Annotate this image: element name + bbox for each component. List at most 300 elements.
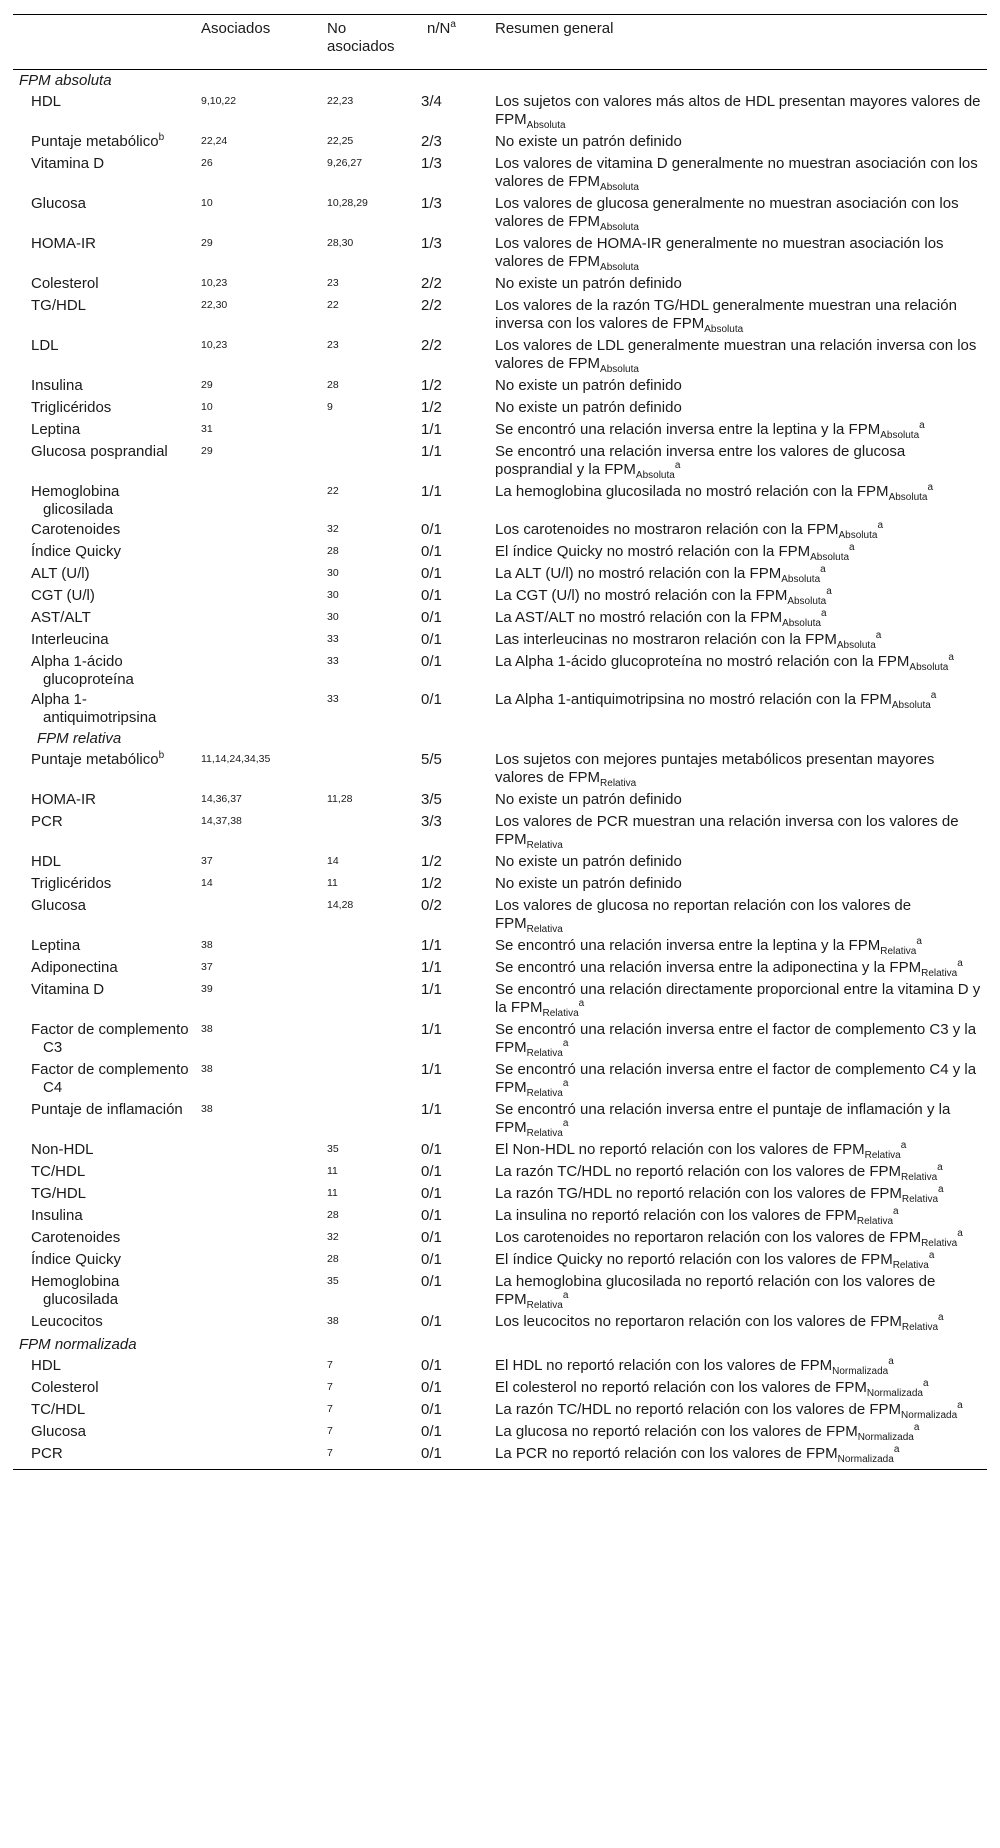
summary-text: Se encontró una relación inversa entre la adiponectina y la FPM	[495, 959, 922, 976]
row-ratio: 3/4	[421, 93, 442, 110]
row-resumen	[489, 336, 987, 376]
table-row	[13, 608, 987, 630]
row-ratio: 0/1	[421, 609, 442, 626]
row-asociados: 11,14,24,34,35	[201, 753, 271, 765]
summary-text: Los sujetos con valores más altos de HDL presentan mayores valores de FPM	[495, 93, 981, 128]
variable-name: Alpha 1-antiquimotripsina	[31, 691, 157, 726]
row-asociados: 10,23	[201, 339, 228, 351]
summary-text: El HDL no reportó relación con los valores de FPM	[495, 1357, 833, 1374]
header-ratio: $n/N^a$	[421, 15, 489, 70]
summary-text: Se encontró una relación inversa entre los valores de glucosa posprandial y la FPM	[495, 443, 906, 478]
row-resumen	[489, 398, 987, 420]
row-resumen	[489, 608, 987, 630]
row-variable	[13, 958, 195, 980]
row-variable	[13, 442, 195, 482]
row-variable	[13, 296, 195, 336]
row-no-asociados: 7	[327, 1381, 333, 1393]
row-variable	[13, 874, 195, 896]
summary-subscript: Relativa	[526, 1048, 563, 1059]
summary-subscript: Absoluta	[600, 262, 639, 273]
row-asociados: 14,36,37	[201, 793, 242, 805]
row-variable	[13, 376, 195, 398]
table-row	[13, 194, 987, 234]
summary-subscript: Relativa	[526, 840, 563, 851]
variable-name: Glucosa	[31, 897, 87, 914]
row-no-asociados: 33	[327, 633, 339, 645]
table-row	[13, 1060, 987, 1100]
variable-name: HDL	[31, 1357, 62, 1374]
header-asociados: Asociados	[195, 15, 321, 70]
row-asociados: 37	[201, 961, 213, 973]
table-body	[13, 70, 987, 1470]
row-resumen	[489, 1422, 987, 1444]
variable-name: Carotenoides	[31, 521, 121, 538]
summary-text: No existe un patrón definido	[495, 275, 682, 292]
variable-name: PCR	[31, 813, 63, 830]
summary-text: Los sujetos con mejores puntajes metabólicos presentan mayores valores de FPM	[495, 751, 935, 786]
footnote-marker: a	[578, 998, 585, 1009]
row-asociados	[195, 1184, 321, 1206]
variable-name: Vitamina D	[31, 981, 105, 998]
summary-text: Los valores de la razón TG/HDL generalmente muestran una relación inversa con los valores de FPM	[495, 297, 957, 332]
header-no-asociados: No asociados	[321, 15, 421, 70]
summary-subscript: Relativa	[526, 1088, 563, 1099]
row-resumen	[489, 1356, 987, 1378]
table-row	[13, 1184, 987, 1206]
summary-subscript: Absoluta	[635, 470, 675, 481]
row-asociados	[195, 1206, 321, 1228]
footnote-marker: a	[938, 1184, 944, 1195]
row-asociados: 10,23	[201, 277, 228, 289]
summary-text: Los carotenoides no reportaron relación con los valores de FPM	[495, 1229, 922, 1246]
row-variable	[13, 812, 195, 852]
table-row	[13, 1228, 987, 1250]
row-no-asociados: 14	[327, 855, 339, 867]
row-variable	[13, 1400, 195, 1422]
row-no-asociados: 11,28	[327, 793, 353, 805]
summary-text: Los valores de LDL generalmente muestran una relación inversa con los valores de FPM	[495, 337, 977, 372]
summary-subscript: Relativa	[901, 1194, 939, 1205]
summary-subscript: Relativa	[921, 1238, 958, 1249]
row-resumen	[489, 542, 987, 564]
row-asociados: 9,10,22	[201, 95, 237, 107]
variable-name: Leptina	[31, 421, 81, 438]
summary-text: Los leucocitos no reportaron relación con los valores de FPM	[495, 1313, 902, 1330]
row-ratio: 0/1	[421, 1251, 442, 1268]
variable-name: Glucosa	[31, 1423, 87, 1440]
summary-subscript: Absoluta	[810, 552, 850, 563]
table-row	[13, 92, 987, 132]
summary-text: Se encontró una relación inversa entre el factor de complemento C3 y la FPM	[495, 1021, 977, 1056]
row-resumen	[489, 234, 987, 274]
variable-name: Leucocitos	[31, 1313, 103, 1330]
summary-subscript: Relativa	[864, 1150, 901, 1161]
row-resumen	[489, 1228, 987, 1250]
table-row	[13, 1020, 987, 1060]
summary-text: La razón TC/HDL no reportó relación con los valores de FPM	[495, 1163, 902, 1180]
row-ratio: 5/5	[421, 751, 442, 768]
row-variable	[13, 336, 195, 376]
row-ratio: 1/1	[421, 981, 442, 998]
row-resumen	[489, 852, 987, 874]
row-no-asociados	[321, 1060, 421, 1100]
summary-text: El Non-HDL no reportó relación con los valores de FPM	[495, 1141, 865, 1158]
summary-subscript: Absoluta	[600, 182, 639, 193]
table-row	[13, 812, 987, 852]
row-ratio: 0/1	[421, 653, 442, 670]
table-row	[13, 652, 987, 690]
summary-text: Los valores de PCR muestran una relación inversa con los valores de FPM	[495, 813, 959, 848]
row-resumen	[489, 482, 987, 520]
row-no-asociados: 9,26,27	[327, 157, 363, 169]
variable-name: HDL	[31, 853, 62, 870]
row-resumen	[489, 92, 987, 132]
row-resumen	[489, 1250, 987, 1272]
row-no-asociados: 35	[327, 1275, 339, 1287]
footnote-marker: a	[562, 1290, 569, 1301]
row-no-asociados	[321, 420, 421, 442]
row-variable	[13, 980, 195, 1020]
summary-subscript: Absoluta	[880, 430, 920, 441]
table-row	[13, 1444, 987, 1470]
footnote-marker: a	[562, 1038, 569, 1049]
row-ratio: 1/1	[421, 483, 442, 500]
variable-name: TC/HDL	[31, 1163, 86, 1180]
row-no-asociados	[321, 812, 421, 852]
variable-name: Alpha 1-ácido glucoproteína	[31, 653, 134, 688]
row-asociados: 26	[201, 157, 213, 169]
table-row	[13, 630, 987, 652]
summary-text: No existe un patrón definido	[495, 377, 682, 394]
row-no-asociados: 28	[327, 379, 339, 391]
summary-text: Se encontró una relación directamente proporcional entre la vitamina D y la FPM	[495, 981, 981, 1016]
footnote-marker: a	[948, 652, 954, 663]
table-header	[13, 15, 987, 70]
row-variable	[13, 274, 195, 296]
row-no-asociados: 28,30	[327, 237, 354, 249]
row-ratio: 0/1	[421, 1313, 442, 1330]
row-resumen	[489, 564, 987, 586]
row-asociados	[195, 690, 321, 728]
table-row	[13, 542, 987, 564]
row-asociados: 38	[201, 939, 213, 951]
variable-name: HDL	[31, 93, 62, 110]
row-ratio: 1/1	[421, 1061, 442, 1078]
table-row	[13, 874, 987, 896]
section-title: FPM absoluta	[19, 72, 112, 89]
row-no-asociados: 11	[327, 1187, 338, 1199]
row-variable	[13, 896, 195, 936]
table-row	[13, 1356, 987, 1378]
summary-text: Se encontró una relación inversa entre la leptina y la FPM	[495, 937, 881, 954]
table-row	[13, 1140, 987, 1162]
table-row	[13, 376, 987, 398]
variable-name: Interleucina	[31, 631, 109, 648]
row-ratio: 0/1	[421, 1229, 442, 1246]
row-variable	[13, 482, 195, 520]
summary-subscript: Absoluta	[781, 574, 821, 585]
section-header-absoluta	[13, 70, 987, 93]
row-no-asociados: 38	[327, 1315, 339, 1327]
summary-text: La AST/ALT no mostró relación con la FPM	[495, 609, 783, 626]
row-resumen	[489, 194, 987, 234]
footnote-marker: a	[877, 520, 883, 531]
row-asociados: 38	[201, 1023, 213, 1035]
row-no-asociados: 10,28,29	[327, 197, 368, 209]
table-row	[13, 482, 987, 520]
footnote-marker: a	[674, 460, 681, 471]
footnote-marker: a	[957, 1228, 963, 1239]
summary-subscript: Relativa	[901, 1322, 939, 1333]
variable-name: Colesterol	[31, 1379, 99, 1396]
row-ratio: 1/3	[421, 155, 442, 172]
row-resumen	[489, 1020, 987, 1060]
summary-subscript: Relativa	[600, 778, 637, 789]
table-row	[13, 936, 987, 958]
row-resumen	[489, 1184, 987, 1206]
row-no-asociados	[321, 442, 421, 482]
row-asociados	[195, 630, 321, 652]
row-asociados: 29	[201, 379, 213, 391]
section-title: FPM relativa	[37, 730, 122, 747]
summary-text: No existe un patrón definido	[495, 853, 682, 870]
row-no-asociados: 7	[327, 1425, 333, 1437]
row-asociados: 38	[201, 1063, 213, 1075]
row-no-asociados: 28	[327, 545, 339, 557]
row-asociados: 29	[201, 237, 213, 249]
row-asociados	[195, 652, 321, 690]
row-resumen	[489, 958, 987, 980]
row-variable	[13, 132, 195, 154]
row-ratio: 1/3	[421, 195, 442, 212]
summary-subscript: Normalizada	[857, 1432, 914, 1443]
summary-subscript: Relativa	[880, 946, 917, 957]
row-ratio: 0/1	[421, 631, 442, 648]
row-variable	[13, 630, 195, 652]
table-row	[13, 154, 987, 194]
row-resumen	[489, 154, 987, 194]
row-resumen	[489, 630, 987, 652]
row-asociados	[195, 1356, 321, 1378]
row-ratio: 1/1	[421, 1101, 442, 1118]
row-resumen	[489, 442, 987, 482]
table-row	[13, 564, 987, 586]
summary-text: La ALT (U/l) no mostró relación con la FPM	[495, 565, 782, 582]
summary-text: El índice Quicky no mostró relación con la FPM	[495, 543, 811, 560]
footnote-marker: a	[820, 564, 826, 575]
summary-subscript: Relativa	[526, 1300, 563, 1311]
row-no-asociados	[321, 936, 421, 958]
header-variable	[13, 15, 195, 70]
row-asociados	[195, 1378, 321, 1400]
results-table	[13, 14, 987, 1470]
summary-subscript: Relativa	[856, 1216, 894, 1227]
summary-text: Los valores de glucosa generalmente no muestran asociación con los valores de FPM	[495, 195, 959, 230]
row-variable	[13, 1140, 195, 1162]
summary-text: No existe un patrón definido	[495, 875, 682, 892]
variable-name: Glucosa posprandial	[31, 443, 168, 460]
footnote-marker: a	[938, 1312, 944, 1323]
row-no-asociados	[321, 980, 421, 1020]
summary-text: La hemoglobina glucosilada no reportó relación con los valores de FPM	[495, 1273, 936, 1308]
row-resumen	[489, 896, 987, 936]
summary-subscript: Absoluta	[600, 364, 639, 375]
row-resumen	[489, 1162, 987, 1184]
row-no-asociados	[321, 958, 421, 980]
row-resumen	[489, 274, 987, 296]
row-ratio: 0/1	[421, 1379, 442, 1396]
footnote-marker: a	[928, 1250, 935, 1261]
row-variable	[13, 1356, 195, 1378]
row-resumen	[489, 652, 987, 690]
summary-text: No existe un patrón definido	[495, 791, 682, 808]
row-resumen	[489, 1312, 987, 1334]
table-row	[13, 1378, 987, 1400]
summary-text: La razón TC/HDL no reportó relación con los valores de FPM	[495, 1401, 902, 1418]
row-ratio: 0/1	[421, 1423, 442, 1440]
row-resumen	[489, 376, 987, 398]
row-variable	[13, 154, 195, 194]
row-resumen	[489, 420, 987, 442]
table-row	[13, 980, 987, 1020]
row-ratio: 0/1	[421, 587, 442, 604]
row-variable	[13, 1162, 195, 1184]
row-asociados	[195, 586, 321, 608]
row-resumen	[489, 1060, 987, 1100]
row-variable	[13, 234, 195, 274]
row-no-asociados: 30	[327, 589, 339, 601]
summary-text: No existe un patrón definido	[495, 133, 682, 150]
row-resumen	[489, 980, 987, 1020]
row-resumen	[489, 812, 987, 852]
footnote-marker: a	[888, 1356, 894, 1367]
row-ratio: 0/1	[421, 691, 442, 708]
footnote-marker: a	[893, 1206, 899, 1217]
table-row	[13, 586, 987, 608]
table-row	[13, 1100, 987, 1140]
summary-subscript: Absoluta	[782, 618, 821, 629]
row-ratio: 1/2	[421, 377, 442, 394]
row-variable	[13, 1272, 195, 1312]
row-resumen	[489, 1140, 987, 1162]
variable-name: CGT (U/l)	[31, 587, 95, 604]
variable-name: Colesterol	[31, 275, 99, 292]
row-no-asociados: 33	[327, 693, 339, 705]
row-resumen	[489, 586, 987, 608]
summary-text: Se encontró una relación inversa entre el puntaje de inflamación y la FPM	[495, 1101, 951, 1136]
summary-subscript: Absoluta	[600, 222, 639, 233]
variable-name: TG/HDL	[31, 1185, 87, 1202]
variable-name: TC/HDL	[31, 1401, 86, 1418]
row-resumen	[489, 874, 987, 896]
row-resumen	[489, 690, 987, 728]
variable-name: Puntaje metabólico	[31, 133, 159, 150]
summary-text: Los valores de HOMA-IR generalmente no muestran asociación los valores de FPM	[495, 235, 944, 270]
row-resumen	[489, 1444, 987, 1470]
row-resumen	[489, 132, 987, 154]
row-ratio: 0/1	[421, 1401, 442, 1418]
row-ratio: 2/2	[421, 275, 442, 292]
row-variable	[13, 398, 195, 420]
table-row	[13, 690, 987, 728]
summary-text: Los valores de glucosa no reportan relación con los valores de FPM	[495, 897, 912, 932]
footnote-marker: b	[158, 132, 165, 143]
summary-text: No existe un patrón definido	[495, 399, 682, 416]
row-ratio: 1/2	[421, 399, 442, 416]
row-ratio: 1/1	[421, 937, 442, 954]
variable-name: Hemoglobina glicosilada	[31, 483, 120, 518]
row-asociados: 37	[201, 855, 213, 867]
row-no-asociados: 28	[327, 1209, 339, 1221]
footnote-marker: a	[849, 542, 855, 553]
footnote-marker: a	[957, 958, 963, 969]
summary-text: La glucosa no reportó relación con los valores de FPM	[495, 1423, 858, 1440]
summary-subscript: Absoluta	[891, 700, 931, 711]
row-no-asociados: 22,25	[327, 135, 354, 147]
summary-text: El colesterol no reportó relación con los valores de FPM	[495, 1379, 867, 1396]
row-asociados	[195, 1422, 321, 1444]
table-row	[13, 1250, 987, 1272]
row-no-asociados: 32	[327, 1231, 339, 1243]
summary-text: Los valores de vitamina D generalmente no muestran asociación con los valores de FPM	[495, 155, 978, 190]
table-row	[13, 1272, 987, 1312]
summary-text: La insulina no reportó relación con los valores de FPM	[495, 1207, 857, 1224]
row-asociados: 39	[201, 983, 213, 995]
row-resumen	[489, 520, 987, 542]
variable-name: Carotenoides	[31, 1229, 121, 1246]
variable-name: Factor de complemento C3	[31, 1021, 189, 1056]
variable-name: Adiponectina	[31, 959, 118, 976]
variable-name: LDL	[31, 337, 59, 354]
row-asociados	[195, 1140, 321, 1162]
row-no-asociados: 7	[327, 1359, 333, 1371]
row-variable	[13, 520, 195, 542]
footnote-marker: a	[916, 936, 922, 947]
row-ratio: 3/5	[421, 791, 442, 808]
summary-subscript: Normalizada	[901, 1410, 958, 1421]
summary-subscript: Relativa	[526, 924, 563, 935]
row-variable	[13, 1060, 195, 1100]
row-no-asociados: 23	[327, 339, 339, 351]
row-resumen	[489, 936, 987, 958]
row-asociados	[195, 1312, 321, 1334]
row-no-asociados	[321, 750, 421, 790]
row-no-asociados: 22	[327, 299, 339, 311]
row-asociados	[195, 564, 321, 586]
row-ratio: 1/2	[421, 875, 442, 892]
variable-name: Glucosa	[31, 195, 87, 212]
row-no-asociados: 11	[327, 877, 338, 889]
row-ratio: 0/1	[421, 1273, 442, 1290]
row-ratio: 2/2	[421, 337, 442, 354]
footnote-marker: a	[562, 1078, 569, 1089]
variable-name: Triglicéridos	[31, 399, 112, 416]
table-row	[13, 750, 987, 790]
row-no-asociados: 7	[327, 1403, 333, 1415]
summary-text: Las interleucinas no mostraron relación con la FPM	[495, 631, 837, 648]
row-asociados: 29	[201, 445, 213, 457]
summary-text: La CGT (U/l) no mostró relación con la FPM	[495, 587, 788, 604]
table-row	[13, 398, 987, 420]
row-resumen	[489, 296, 987, 336]
variable-name: HOMA-IR	[31, 235, 96, 252]
footnote-marker: b	[158, 750, 165, 761]
footnote-marker: a	[927, 482, 934, 493]
summary-text: Los carotenoides no mostraron relación con la FPM	[495, 521, 839, 538]
summary-subscript: Normalizada	[832, 1366, 889, 1377]
row-asociados	[195, 1228, 321, 1250]
summary-text: La razón TG/HDL no reportó relación con los valores de FPM	[495, 1185, 902, 1202]
